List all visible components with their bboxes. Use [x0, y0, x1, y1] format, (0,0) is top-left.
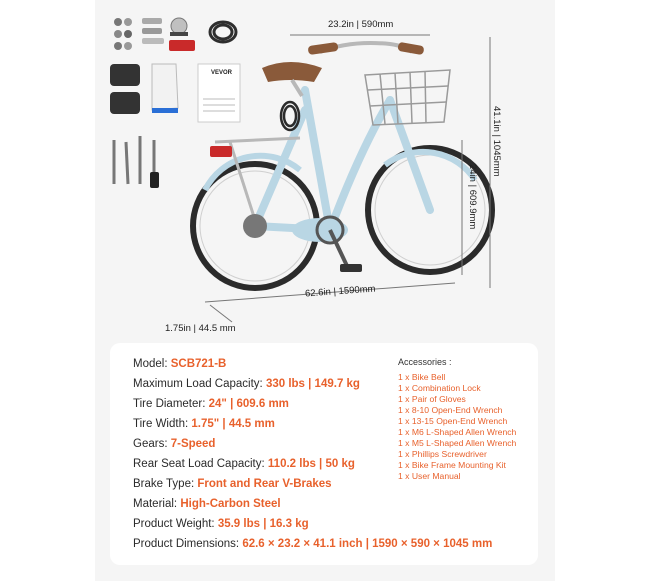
- accessory-item: 1 x Bike Bell: [398, 372, 446, 382]
- accessory-item: 1 x M6 L-Shaped Allen Wrench: [398, 427, 517, 437]
- width-dimension: 23.2in | 590mm: [328, 19, 394, 30]
- spec-material: Material: High-Carbon Steel: [133, 498, 281, 510]
- spec-tire-width: Tire Width: 1.75" | 44.5 mm: [133, 418, 275, 430]
- spec-tire-diameter: Tire Diameter: 24" | 609.6 mm: [133, 398, 289, 410]
- wheel-dimension: 24in | 609.9mm: [467, 164, 478, 230]
- accessory-item: 1 x Combination Lock: [398, 383, 481, 393]
- accessories-title: Accessories :: [398, 357, 452, 367]
- spec-product-dimensions: Product Dimensions: 62.6 × 23.2 × 41.1 inch | 1590 × 590 × 1045 mm: [133, 538, 493, 550]
- spec-brake-type: Brake Type: Front and Rear V-Brakes: [133, 478, 332, 490]
- accessory-item: 1 x Phillips Screwdriver: [398, 449, 487, 459]
- spec-gears: Gears: 7-Speed: [133, 438, 216, 450]
- accessory-item: 1 x M5 L-Shaped Allen Wrench: [398, 438, 517, 448]
- accessory-item: 1 x Pair of Gloves: [398, 394, 466, 404]
- manual-brand: VEVOR: [211, 70, 233, 76]
- accessory-item: 1 x User Manual: [398, 471, 461, 481]
- spec-max-load: Maximum Load Capacity: 330 lbs | 149.7 kg: [133, 378, 360, 390]
- tire-dimension: 1.75in | 44.5 mm: [165, 323, 236, 334]
- length-dimension: 62.6in | 1590mm: [304, 283, 376, 300]
- spec-product-weight: Product Weight: 35.9 lbs | 16.3 kg: [133, 518, 309, 530]
- accessory-item: 1 x Bike Frame Mounting Kit: [398, 460, 506, 470]
- tire-dimension-line: [210, 305, 232, 322]
- height-dimension: 41.1in | 1045mm: [491, 106, 502, 177]
- accessory-item: 1 x 8-10 Open-End Wrench: [398, 405, 503, 415]
- accessory-item: 1 x 13-15 Open-End Wrench: [398, 416, 508, 426]
- spec-model: Model: SCB721-B: [133, 358, 227, 370]
- spec-rear-seat-load: Rear Seat Load Capacity: 110.2 lbs | 50 kg: [133, 458, 355, 470]
